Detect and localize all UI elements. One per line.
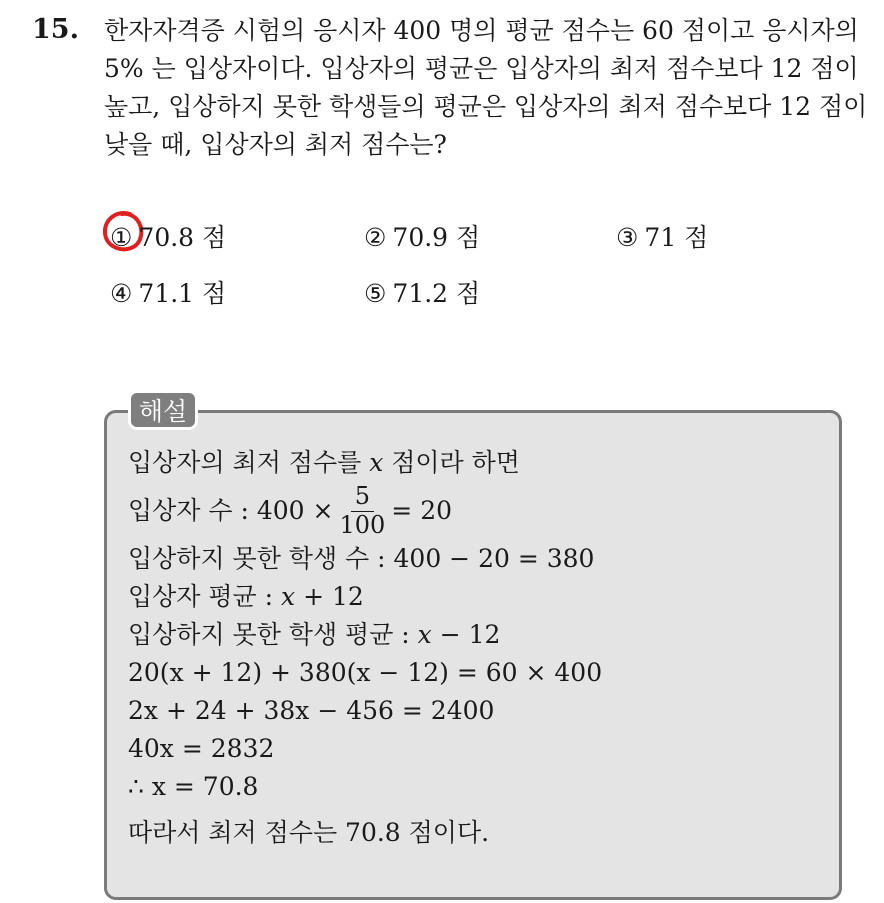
solution-line: 입상자 평균 : x + 12 (128, 582, 364, 611)
solution-line: 입상자 수 : 400 × $\frac{5}{100}$ = 20 (128, 481, 453, 539)
choice-5[interactable] (364, 274, 480, 310)
question-number: 15. (32, 14, 79, 45)
solution-line: 2x + 24 + 38x − 456 = 2400 (128, 696, 495, 725)
choice-1[interactable] (110, 218, 226, 254)
question-line: 한자자격증 시험의 응시자 400 명의 평균 점수는 60 점이고 응시자의 (104, 16, 859, 45)
choice-1-mark: ① (110, 223, 133, 252)
choice-2-mark: ② (364, 223, 387, 252)
choice-2-text: 70.9 점 (392, 223, 481, 252)
choice-3[interactable] (616, 218, 708, 254)
choice-4[interactable] (110, 274, 226, 310)
solution-line: 40x = 2832 (128, 734, 275, 763)
solution-line: 입상하지 못한 학생 평균 : x − 12 (128, 620, 501, 649)
question-line: 5% 는 입상자이다. 입상자의 평균은 입상자의 최저 점수보다 12 점이 (104, 54, 859, 83)
choice-2[interactable] (364, 218, 480, 254)
question-line: 낮을 때, 입상자의 최저 점수는? (104, 130, 447, 159)
choice-5-text: 71.2 점 (392, 279, 481, 308)
question-text (104, 12, 868, 164)
solution-tab: 해설 (128, 390, 198, 430)
choice-3-text: 71 점 (644, 223, 709, 252)
question-line: 높고, 입상하지 못한 학생들의 평균은 입상자의 최저 점수보다 12 점이 (104, 92, 868, 121)
fraction: $\frac{5}{100}$ (339, 481, 386, 539)
choice-4-mark: ④ (110, 279, 133, 308)
choice-3-mark: ③ (616, 223, 639, 252)
solution-content (128, 444, 828, 852)
solution-line: 20(x + 12) + 380(x − 12) = 60 × 400 (128, 658, 603, 687)
choice-5-mark: ⑤ (364, 279, 387, 308)
solution-conclusion: 따라서 최저 점수는 70.8 점이다. (128, 818, 490, 847)
choice-4-text: 71.1 점 (138, 279, 227, 308)
solution-line: ∴ x = 70.8 (128, 772, 259, 801)
solution-line: 입상자의 최저 점수를 x 점이라 하면 (128, 448, 520, 477)
solution-line: 입상하지 못한 학생 수 : 400 − 20 = 380 (128, 544, 595, 573)
choice-1-text: 70.8 점 (138, 223, 227, 252)
